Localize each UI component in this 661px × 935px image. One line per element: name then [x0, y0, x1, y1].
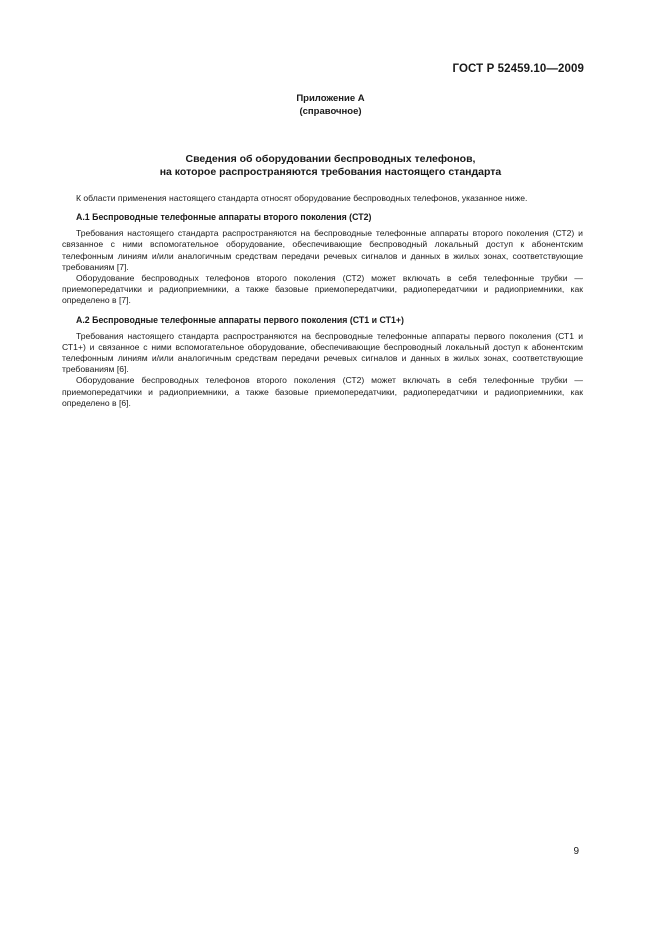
appendix-type: (справочное): [299, 106, 362, 117]
section-a1-paragraph-1: Требования настоящего стандарта распространяются на беспроводные телефонные аппараты второго поколения (СТ2) и связанное с ними вспомогательное оборудование, обеспечивающие беспроводный локальный доступ к абонентским телефонным линиям и/или аналогичным средствам передачи речевых сигналов и данных в жилых зонах, соответствующие требованиям [7].: [62, 228, 583, 272]
section-a2-paragraph-1: Требования настоящего стандарта распространяются на беспроводные телефонные аппараты первого поколения (СТ1 и СТ1+) и связанное с ними вспомогательное оборудование, обеспечивающие беспроводный локальный доступ к абонентским телефонным линиям и/или аналогичным средствам передачи речевых сигналов и данных в жилых зонах, соответствующие требованиям [6].: [62, 330, 583, 375]
appendix-label: Приложение А: [296, 93, 365, 104]
document-body: [62, 193, 583, 409]
section-a2-heading: А.2 Беспроводные телефонные аппараты первого поколения (СТ1 и СТ1+): [76, 314, 404, 325]
section-a1-paragraph-2: Оборудование беспроводных телефонов второго поколения (СТ2) может включать в себя телефонные трубки — приемопередатчики и радиоприемники, а также базовые приемопередатчики, радиопередатчики и радиоприемники, как определено в [7].: [62, 273, 583, 306]
title-line-1: Сведения об оборудовании беспроводных телефонов,: [185, 153, 476, 165]
standard-code-header: ГОСТ Р 52459.10—2009: [452, 63, 584, 75]
appendix-heading: [0, 92, 661, 118]
intro-paragraph: К области применения настоящего стандарта относят оборудование беспроводных телефонов, указанное ниже.: [76, 193, 528, 203]
document-title: [0, 153, 661, 179]
page-number: 9: [573, 846, 579, 857]
title-line-2: на которое распространяются требования настоящего стандарта: [159, 166, 502, 178]
section-a2-paragraph-2: Оборудование беспроводных телефонов второго поколения (СТ2) может включать в себя телефонные трубки — приемопередатчики и радиоприемники, а также базовые приемопередатчики, радиопередатчики и радиоприемники, как определено в [6].: [62, 375, 583, 408]
section-a1-heading: А.1 Беспроводные телефонные аппараты второго поколения (СТ2): [76, 212, 372, 223]
